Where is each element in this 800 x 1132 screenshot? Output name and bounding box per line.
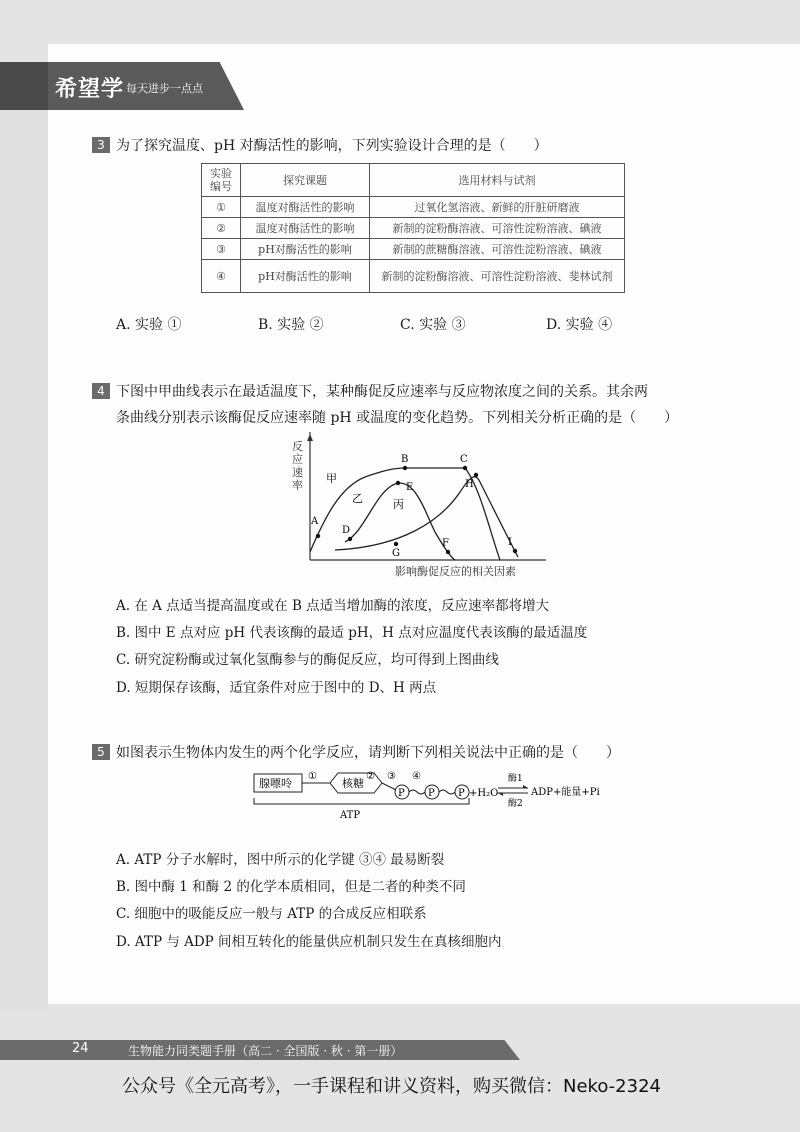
brand-logo: 希望学 — [55, 77, 125, 102]
q4-reaction-rate-figure — [280, 432, 560, 582]
point-label: H — [465, 479, 474, 490]
ribose-label: 核糖 — [342, 777, 364, 790]
point-label: B — [401, 454, 409, 465]
table-cell: 新制的淀粉酶溶液、可溶性淀粉溶液、碘液 — [370, 218, 625, 239]
table-header-cell: 选用材料与试剂 — [370, 164, 625, 197]
curve-bing — [335, 477, 518, 557]
table-cell: ④ — [202, 260, 241, 293]
high-energy-bond — [439, 790, 455, 794]
point-label: F — [442, 538, 449, 549]
q4-option-a[interactable]: A. 在 A 点适当提高温度或在 B 点适当增加酶的浓度，反应速率都将增大 — [116, 598, 550, 614]
y-axis-label-char: 率 — [292, 479, 303, 492]
table-cell: 温度对酶活性的影响 — [241, 197, 370, 218]
header-dark-block — [0, 62, 48, 110]
point-a — [316, 534, 320, 538]
table-cell: 温度对酶活性的影响 — [241, 218, 370, 239]
bond-label: ② — [366, 771, 375, 782]
point-b — [403, 466, 407, 470]
table-cell: ① — [202, 197, 241, 218]
table-row — [202, 218, 625, 239]
table-header-cell: 探究课题 — [241, 164, 370, 197]
point-h — [474, 473, 478, 477]
bond-label: ① — [308, 771, 317, 782]
point-c — [463, 466, 467, 470]
q5-number-badge: 5 — [92, 744, 110, 760]
q4-stem-line-2: 条曲线分别表示该酶促反应速率随 pH 或温度的变化趋势。下列相关分析正确的是（ ） — [116, 410, 679, 426]
high-energy-bond — [409, 790, 425, 794]
point-label: C — [460, 454, 468, 465]
table-cell: ② — [202, 218, 241, 239]
page-number: 24 — [72, 1041, 89, 1056]
table-cell: pH对酶活性的影响 — [241, 239, 370, 260]
book-title: 生物能力同类题手册（高二 · 全国版 · 秋 · 第一册） — [128, 1044, 403, 1058]
q5-atp-figure — [250, 768, 600, 824]
q4-stem-line-1: 下图中甲曲线表示在最适温度下，某种酶促反应速率与反应物浓度之间的关系。其余两 — [116, 384, 648, 400]
y-axis-arrow-icon — [307, 434, 313, 441]
point-g — [394, 542, 398, 546]
q4-stem — [92, 379, 678, 431]
q5-option-c[interactable]: C. 细胞中的吸能反应一般与 ATP 的合成反应相联系 — [116, 906, 427, 922]
left-margin-bar — [0, 110, 48, 1010]
table-cell: 过氧化氢溶液、新鲜的肝脏研磨液 — [370, 197, 625, 218]
point-f — [446, 550, 450, 554]
point-label: D — [342, 525, 351, 536]
y-axis-label-char: 反 — [292, 440, 303, 453]
bond-label: ③ — [387, 771, 396, 782]
point-label: G — [392, 548, 400, 559]
table-cell: pH对酶活性的影响 — [241, 260, 370, 293]
atp-label: ATP — [340, 810, 361, 821]
atp-bracket — [254, 798, 469, 804]
q5-stem-line — [92, 740, 620, 766]
table-cell: 新制的蔗糖酶溶液、可溶性淀粉溶液、碘液 — [370, 239, 625, 260]
y-axis-label-char: 速 — [292, 466, 303, 479]
q3-option-b[interactable]: B. 实验 ② — [258, 317, 324, 333]
table-header-row — [202, 164, 625, 197]
phosphate-label: P — [458, 788, 465, 799]
phosphate-label: P — [428, 788, 435, 799]
q3-stem-line — [92, 133, 548, 159]
enzyme1-label: 酶1 — [508, 774, 523, 784]
table-header-cell: 实验编号 — [202, 164, 241, 197]
adenine-label: 腺嘌呤 — [259, 777, 292, 790]
q5-option-b[interactable]: B. 图中酶 1 和酶 2 的化学本质相同，但是二者的种类不同 — [116, 879, 466, 895]
enzyme2-label: 酶2 — [508, 799, 523, 809]
table-row — [202, 260, 625, 293]
q4-option-c[interactable]: C. 研究淀粉酶或过氧化氢酶参与的酶促反应，均可得到上图曲线 — [116, 652, 499, 668]
q3-option-a[interactable]: A. 实验 ① — [116, 317, 182, 333]
y-axis-label-char: 应 — [292, 453, 303, 466]
q3-stem: 为了探究温度、pH 对酶活性的影响，下列实验设计合理的是（ ） — [116, 138, 548, 154]
q3-experiment-table — [201, 163, 625, 293]
table-cell: 新制的淀粉酶溶液、可溶性淀粉溶液、斐林试剂 — [370, 260, 625, 293]
q5-option-d[interactable]: D. ATP 与 ADP 间相互转化的能量供应机制只发生在真核细胞内 — [116, 934, 502, 950]
q4-number-badge: 4 — [92, 383, 110, 399]
table-cell: ③ — [202, 239, 241, 260]
watermark-text: 公众号《全元高考》，一手课程和讲义资料，购买微信：Neko-2324 — [122, 1076, 661, 1097]
phosphate-label: P — [398, 788, 405, 799]
table-row — [202, 239, 625, 260]
brand-slogan: 每天进步一点点 — [126, 82, 203, 95]
products-label: ADP+能量+Pi — [531, 787, 600, 798]
q4-option-b[interactable]: B. 图中 E 点对应 pH 代表该酶的最适 pH，H 点对应温度代表该酶的最适温度 — [116, 625, 588, 641]
curve-label-yi: 乙 — [352, 492, 363, 505]
point-label: I — [508, 537, 512, 548]
q3-option-c[interactable]: C. 实验 ③ — [400, 317, 466, 333]
curve-label-bing: 丙 — [393, 498, 404, 511]
water-label: +H₂O — [469, 788, 499, 799]
bond-line — [382, 783, 396, 790]
point-d — [348, 537, 352, 541]
x-axis-label: 影响酶促反应的相关因素 — [395, 565, 516, 578]
point-label: A — [311, 516, 319, 527]
point-label: E — [406, 482, 414, 493]
q4-option-d[interactable]: D. 短期保存该酶，适宜条件对应于图中的 D、H 两点 — [116, 680, 437, 696]
point-e — [396, 481, 400, 485]
q3-number-badge: 3 — [92, 137, 110, 153]
bond-label: ④ — [412, 771, 421, 782]
q3-option-d[interactable]: D. 实验 ④ — [546, 317, 613, 333]
q5-stem: 如图表示生物体内发生的两个化学反应，请判断下列相关说法中正确的是（ ） — [116, 745, 620, 761]
point-i — [513, 549, 517, 553]
table-row — [202, 197, 625, 218]
curve-label-jia: 甲 — [326, 472, 337, 485]
q5-option-a[interactable]: A. ATP 分子水解时，图中所示的化学键 ③④ 最易断裂 — [116, 852, 445, 868]
